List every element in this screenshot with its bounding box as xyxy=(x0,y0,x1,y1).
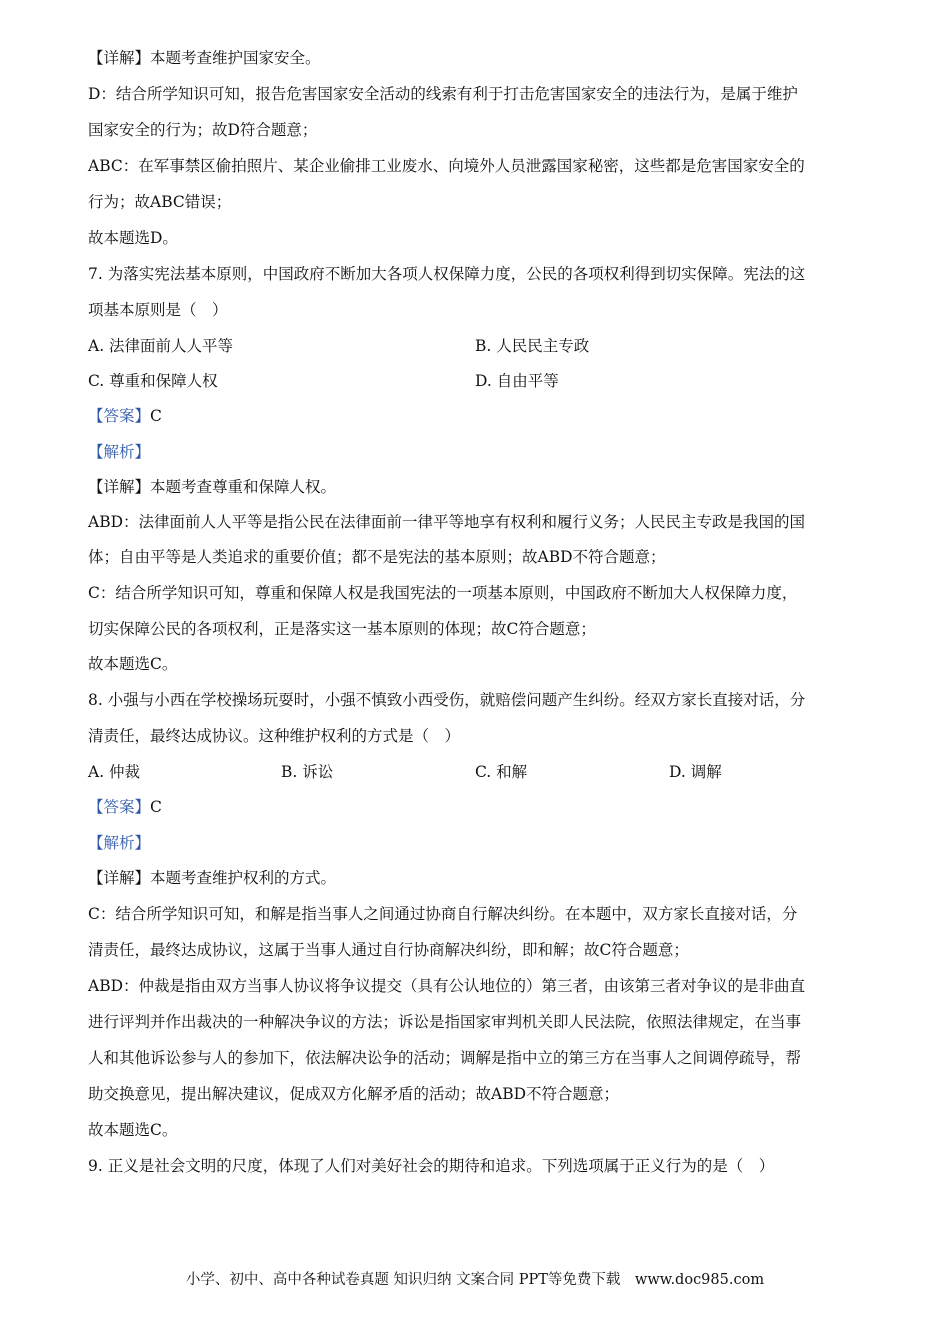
q7-detail-text: ABD：法律面前人人平等是指公民在法律面前一律平等地享有权利和履行义务；人民民主专政是我国的国 xyxy=(88,513,806,531)
q8-detail-text: 清责任，最终达成协议，这属于当事人通过自行协商解决纠纷，即和解；故C符合题意； xyxy=(88,941,689,959)
q6-detail-text: 行为；故ABC错误； xyxy=(88,193,232,211)
answer-tag: 【答案】 xyxy=(88,798,151,816)
q8-detail-text: 进行评判并作出裁决的一种解决争议的方法；诉讼是指国家审判机关即人民法院，依照法律规定，在当事 xyxy=(88,1013,802,1031)
q8-detail-heading: 【详解】本题考查维护权利的方式。 xyxy=(88,869,337,887)
q7-question: 7. 为落实宪法基本原则，中国政府不断加大各项人权保障力度，公民的各项权利得到切实保障。宪法的这 xyxy=(88,265,806,283)
q7-option-d: D. 自由平等 xyxy=(475,372,559,390)
q6-conclusion: 故本题选D。 xyxy=(88,229,178,247)
q8-conclusion: 故本题选C。 xyxy=(88,1121,178,1139)
q8-question: 8. 小强与小西在学校操场玩耍时，小强不慎致小西受伤，就赔偿问题产生纠纷。经双方家长直接对话，分 xyxy=(88,691,806,709)
q8-option-d: D. 调解 xyxy=(669,763,722,781)
q6-detail-text: 国家安全的行为；故D符合题意； xyxy=(88,121,318,139)
answer-value: C xyxy=(150,798,162,816)
q7-detail-heading: 【详解】本题考查尊重和保障人权。 xyxy=(88,478,337,496)
q9-question: 9. 正义是社会文明的尺度，体现了人们对美好社会的期待和追求。下列选项属于正义行为的是（ ） xyxy=(88,1157,775,1175)
answer-tag: 【答案】 xyxy=(88,407,151,425)
q8-detail-text: C：结合所学知识可知，和解是指当事人之间通过协商自行解决纠纷。在本题中，双方家长直接对话，分 xyxy=(88,905,798,923)
q8-option-c: C. 和解 xyxy=(475,763,528,781)
q8-option-a: A. 仲裁 xyxy=(88,763,141,781)
q8-analysis-tag: 【解析】 xyxy=(88,834,151,852)
q7-analysis-tag: 【解析】 xyxy=(88,443,151,461)
q8-answer xyxy=(88,797,162,817)
q8-question: 清责任，最终达成协议。这种维护权利的方式是（ ） xyxy=(88,727,461,745)
q7-option-b: B. 人民民主专政 xyxy=(475,337,590,355)
answer-value: C xyxy=(150,407,162,425)
q6-detail-text: ABC：在军事禁区偷拍照片、某企业偷排工业废水、向境外人员泄露国家秘密，这些都是危害国家安全的 xyxy=(88,157,805,175)
q7-detail-text: 体；自由平等是人类追求的重要价值；都不是宪法的基本原则；故ABD不符合题意； xyxy=(88,548,666,566)
q8-option-b: B. 诉讼 xyxy=(281,763,334,781)
q6-detail-heading: 【详解】本题考查维护国家安全。 xyxy=(88,49,321,67)
q7-conclusion: 故本题选C。 xyxy=(88,655,178,673)
q7-option-c: C. 尊重和保障人权 xyxy=(88,372,218,390)
q7-answer xyxy=(88,406,162,426)
page-footer: 小学、初中、高中各种试卷真题 知识归纳 文案合同 PPT等免费下载 www.doc985.com xyxy=(185,1272,765,1288)
q8-detail-text: ABD：仲裁是指由双方当事人协议将争议提交（具有公认地位的）第三者，由该第三者对争议的是非曲直 xyxy=(88,977,806,995)
q8-detail-text: 助交换意见，提出解决建议，促成双方化解矛盾的活动；故ABD不符合题意； xyxy=(88,1085,620,1103)
q7-option-a: A. 法律面前人人平等 xyxy=(88,337,234,355)
q6-detail-text: D：结合所学知识可知，报告危害国家安全活动的线索有利于打击危害国家安全的违法行为，是属于维护 xyxy=(88,85,798,103)
q8-detail-text: 人和其他诉讼参与人的参加下，依法解决讼争的活动；调解是指中立的第三方在当事人之间调停疏导，帮 xyxy=(88,1049,802,1067)
q7-question: 项基本原则是（ ） xyxy=(88,301,228,319)
q7-detail-text: C：结合所学知识可知，尊重和保障人权是我国宪法的一项基本原则，中国政府不断加大人权保障力度， xyxy=(88,584,798,602)
q7-detail-text: 切实保障公民的各项权利，正是落实这一基本原则的体现；故C符合题意； xyxy=(88,620,596,638)
